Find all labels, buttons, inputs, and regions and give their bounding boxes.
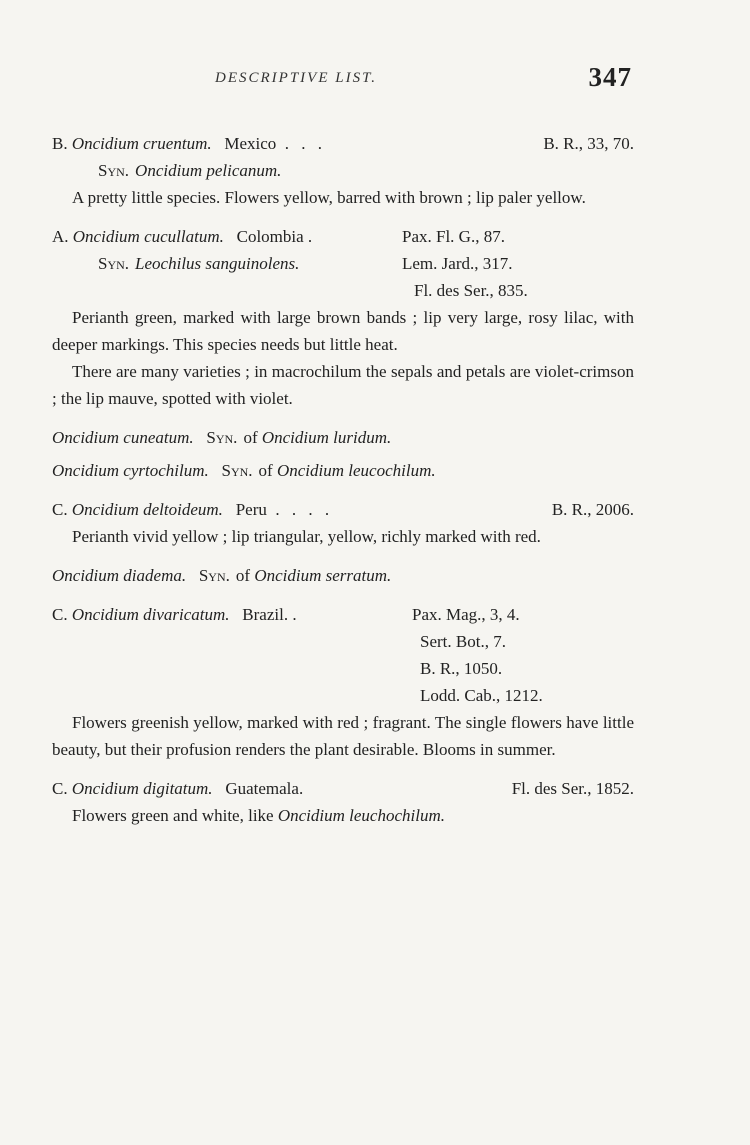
- entry-oncidium-cucullatum: [52, 223, 634, 412]
- reference: Sert. Bot., 7.: [420, 632, 506, 651]
- description: A pretty little species. Flowers yellow, barred with brown ; lip paler yellow.: [72, 188, 586, 207]
- syn-label: Syn.: [221, 461, 253, 480]
- entry-oncidium-cuneatum: [52, 424, 634, 451]
- entry-oncidium-cyrtochilum: [52, 457, 634, 484]
- species-name: Oncidium diadema.: [52, 566, 187, 585]
- synonym-line: [52, 157, 634, 184]
- entry-heading: [52, 130, 634, 157]
- of-word: of: [258, 461, 273, 480]
- reference: Fl. des Ser., 835.: [414, 281, 528, 300]
- cultivation-class: C.: [52, 500, 68, 519]
- species-name: Oncidium cuneatum.: [52, 428, 194, 447]
- synonym-name: Oncidium pelicanum.: [135, 161, 282, 180]
- reference: Fl. des Ser., 1852.: [511, 779, 634, 798]
- leader-dots: . . . .: [275, 500, 334, 519]
- description: Perianth green, marked with large brown bands ; lip very large, rosy lilac, with deeper markings. This species needs but little heat.: [52, 308, 634, 354]
- page-number: 347: [588, 62, 632, 92]
- description-continued: There are many varieties ; in macrochilum the sepals and petals are violet-crimson ; the lip mauve, spotted with violet.: [52, 362, 634, 408]
- origin: Mexico: [224, 134, 277, 153]
- entry-oncidium-diadema: [52, 562, 634, 589]
- entry-heading: [52, 601, 634, 628]
- cultivation-class: B.: [52, 134, 68, 153]
- synonym-name: Oncidium luridum.: [261, 428, 392, 447]
- running-title: DESCRIPTIVE LIST.: [215, 70, 378, 86]
- species-name: Oncidium deltoideum.: [71, 500, 223, 519]
- entry-oncidium-divaricatum: [52, 601, 634, 763]
- species-name: Oncidium digitatum.: [71, 779, 213, 798]
- synonym-name: Leochilus sanguinolens.: [135, 254, 300, 273]
- entry-oncidium-cruentum: [52, 130, 634, 211]
- cultivation-class: C.: [52, 605, 68, 624]
- of-word: of: [235, 566, 251, 585]
- cultivation-class: C.: [52, 779, 68, 798]
- reference: B. R., 1050.: [420, 659, 503, 678]
- syn-label: Syn.: [206, 428, 238, 447]
- reference-line: [52, 655, 634, 682]
- cultivation-class: A.: [52, 227, 69, 246]
- reference-line: [52, 628, 634, 655]
- of-word: of: [243, 428, 258, 447]
- species-name: Oncidium cruentum.: [71, 134, 212, 153]
- syn-label: Syn.: [98, 161, 130, 180]
- entry-oncidium-deltoideum: [52, 496, 634, 550]
- species-name: Oncidium divaricatum.: [71, 605, 230, 624]
- leader-dots: . . .: [284, 134, 327, 153]
- reference: B. R., 2006.: [551, 500, 634, 519]
- description: Perianth vivid yellow ; lip triangular, yellow, richly marked with red.: [72, 527, 541, 546]
- origin: Brazil. .: [242, 605, 297, 624]
- syn-label: Syn.: [198, 566, 230, 585]
- species-name: Oncidium cucullatum.: [72, 227, 224, 246]
- description: Flowers green and white, like Oncidium leuchochilum.: [72, 806, 445, 825]
- comparison-species: Oncidium leuchochilum.: [277, 806, 445, 825]
- reference: Lodd. Cab., 1212.: [420, 686, 543, 705]
- entry-heading: [52, 496, 634, 523]
- synonym-name: Oncidium serratum.: [254, 566, 392, 585]
- entry-oncidium-digitatum: [52, 775, 634, 829]
- entry-heading: [52, 775, 634, 802]
- reference-line: [52, 277, 634, 304]
- page-header: [60, 62, 640, 102]
- origin: Colombia .: [236, 227, 313, 246]
- description: Flowers greenish yellow, marked with red ; fragrant. The single flowers have little beauty, but their profusion renders the plant desirable. Blooms in summer.: [52, 713, 634, 759]
- synonym-name: Oncidium leucochilum.: [276, 461, 436, 480]
- syn-label: Syn.: [98, 254, 130, 273]
- reference: Pax. Mag., 3, 4.: [412, 605, 520, 624]
- reference: Pax. Fl. G., 87.: [402, 227, 505, 246]
- page-body: [52, 130, 634, 841]
- origin: Peru: [235, 500, 267, 519]
- species-name: Oncidium cyrtochilum.: [52, 461, 209, 480]
- reference: Lem. Jard., 317.: [402, 254, 513, 273]
- reference: B. R., 33, 70.: [543, 134, 634, 153]
- entry-heading: [52, 223, 634, 250]
- origin: Guatemala.: [225, 779, 304, 798]
- synonym-line: [52, 250, 634, 277]
- reference-line: [52, 682, 634, 709]
